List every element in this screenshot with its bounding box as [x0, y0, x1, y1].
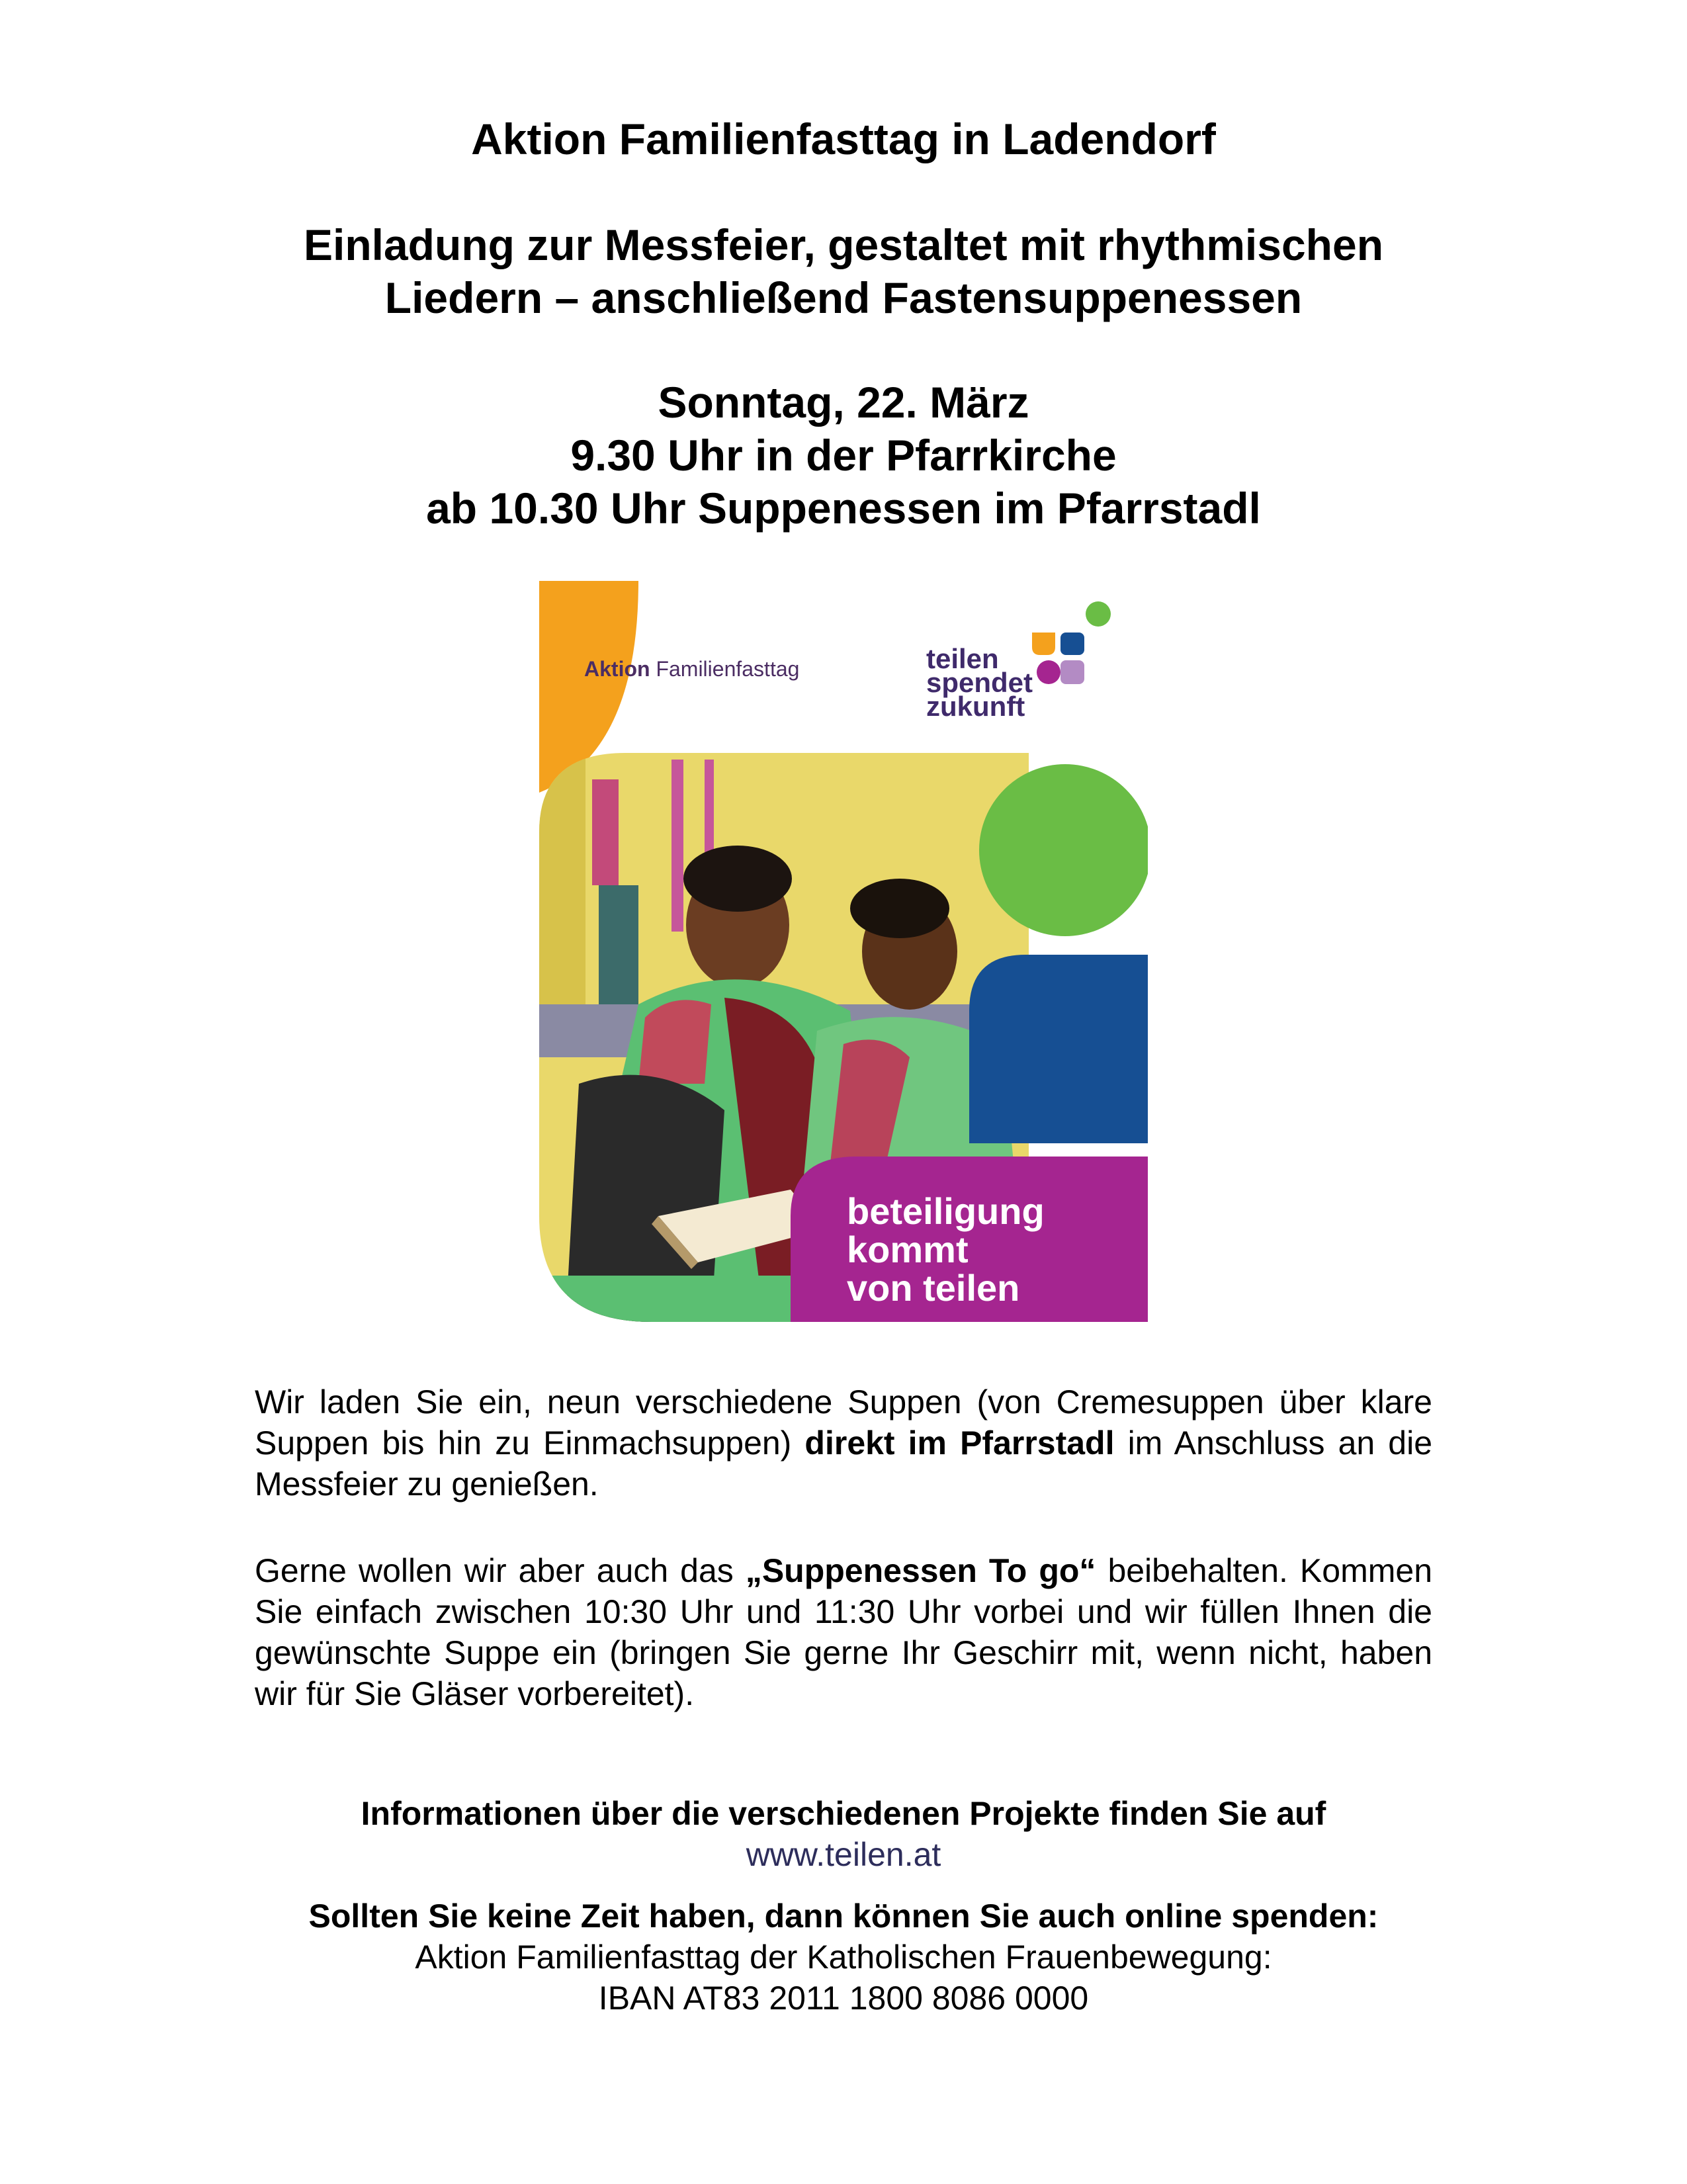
green-circle — [979, 764, 1148, 936]
event-date: Sonntag, 22. März — [658, 378, 1029, 427]
info-heading: Informationen über die verschiedenen Projekte finden Sie auf — [361, 1795, 1326, 1832]
poster-claim — [847, 1192, 1045, 1307]
slogan-line: teilen — [926, 643, 999, 674]
poster-campaign-name — [584, 657, 799, 681]
poster-slogan — [926, 643, 1033, 722]
para1-text: Wir laden Sie ein, neun verschiedene Suppen (von Cremesuppen über klare Suppen bis hin zu Einmachsuppen) — [255, 1383, 1432, 1462]
subtitle-line: Liedern – anschließend Fastensuppenessen — [384, 273, 1303, 322]
claim-line: von teilen — [847, 1267, 1020, 1309]
invitation-paragraph — [255, 1381, 1432, 1505]
para2-text-end: beibehalten. Kommen Sie einfach zwischen 10:30 Uhr und 11:30 Uhr vorbei und wir füllen Ihnen die gewünschte Suppe ein (bringen Sie gerne Ihr Geschirr mit, wenn nicht, haben wir für Sie Gläser vorbereitet). — [255, 1552, 1432, 1712]
to-go-paragraph — [255, 1550, 1432, 1714]
event-details — [0, 376, 1687, 535]
slogan-line: spendet — [926, 667, 1033, 698]
campaign-poster — [539, 581, 1148, 1322]
claim-line: kommt — [847, 1229, 969, 1270]
invitation-subtitle — [0, 218, 1687, 324]
poster-artwork — [539, 581, 1148, 1322]
para2-text: Gerne wollen wir aber auch das — [255, 1552, 746, 1589]
campaign-name-bold: Aktion — [584, 657, 650, 681]
donation-organisation: Aktion Familienfasttag der Katholischen Frauenbewegung: — [415, 1939, 1272, 1976]
website-link[interactable]: www.teilen.at — [746, 1836, 941, 1873]
teilen-logo-tiles — [1032, 601, 1111, 684]
donation-heading: Sollten Sie keine Zeit haben, dann können Sie auch online spenden: — [308, 1898, 1379, 1935]
event-soup-time: ab 10.30 Uhr Suppenessen im Pfarrstadl — [426, 484, 1261, 533]
blue-shape — [969, 955, 1148, 1143]
para2-emphasis: „Suppenessen To go“ — [745, 1552, 1096, 1589]
page-title: Aktion Familienfasttag in Ladendorf — [471, 114, 1216, 163]
slogan-line: zukunft — [926, 691, 1025, 722]
campaign-name-rest: Familienfasttag — [656, 657, 800, 681]
donation-iban: IBAN AT83 2011 1800 8086 0000 — [598, 1980, 1089, 2017]
para1-emphasis: direkt im Pfarrstadl — [804, 1424, 1115, 1462]
para1-text-end: im Anschluss an die Messfeier zu genießen. — [255, 1424, 1433, 1503]
subtitle-line: Einladung zur Messfeier, gestaltet mit rhythmischen — [303, 220, 1384, 269]
claim-line: beteiligung — [847, 1190, 1045, 1232]
event-mass-time: 9.30 Uhr in der Pfarrkirche — [570, 431, 1117, 480]
